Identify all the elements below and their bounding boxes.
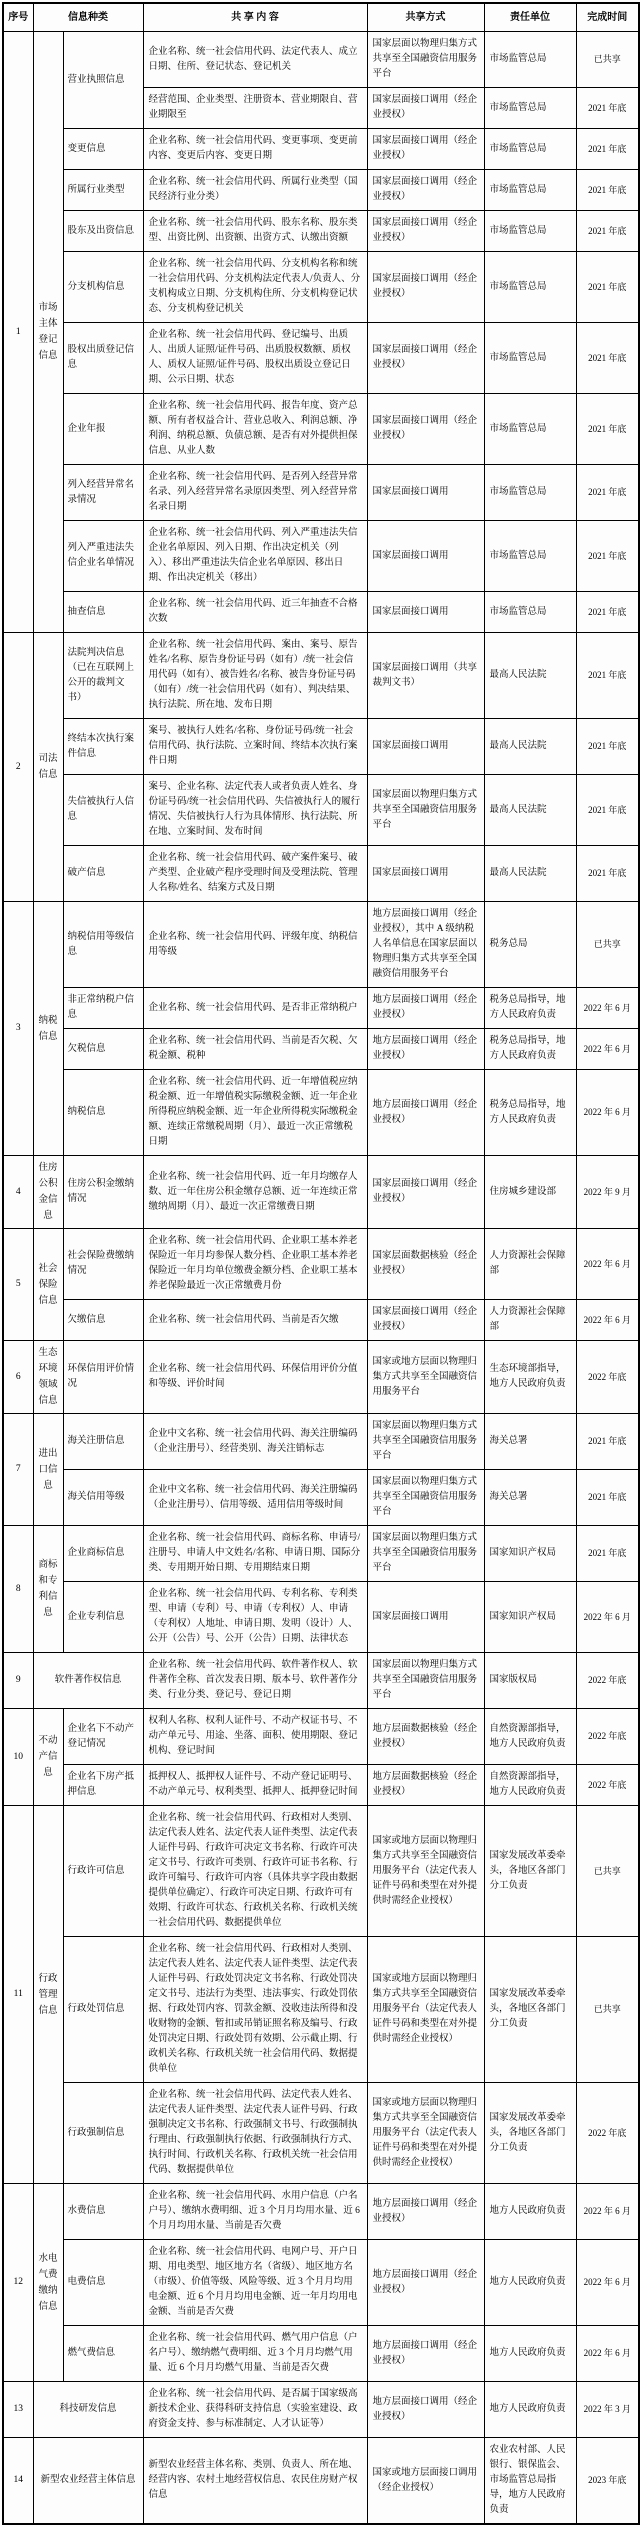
type-cell: 电费信息	[63, 2240, 143, 2326]
unit-cell: 地方人民政府负责	[484, 2184, 576, 2240]
unit-cell: 农业农村部、人民银行、银保监会、市场监管总局指导，地方人民政府负责	[484, 2438, 576, 2525]
content-cell: 企业名称、统一社会信用代码、当前是否欠缴	[143, 1300, 367, 1341]
method-cell: 国家层面接口调用（经企业授权）	[367, 252, 484, 323]
method-cell: 国家层面以物理归集方式共享至全国融资信用服务平台	[367, 1653, 484, 1709]
table-row	[3, 2438, 639, 2525]
method-cell: 地方层面接口调用（经企业授权）	[367, 2184, 484, 2240]
table-row	[3, 1229, 639, 1300]
type-cell: 纳税信息	[63, 1070, 143, 1156]
category-cell: 市场主体登记信息	[33, 32, 63, 633]
table-row	[3, 1070, 639, 1156]
table-row	[3, 394, 639, 465]
row-number: 11	[3, 1806, 33, 2184]
unit-cell: 税务总局	[484, 902, 576, 988]
time-cell: 2022 年 6 月	[576, 1582, 639, 1653]
row-number: 12	[3, 2184, 33, 2382]
time-cell: 2022 年底	[576, 1341, 639, 1414]
time-cell: 已共享	[576, 1806, 639, 1937]
type-cell: 企业专利信息	[63, 1582, 143, 1653]
row-number: 9	[3, 1653, 33, 1709]
info-sharing-table	[2, 2, 640, 2525]
content-cell: 企业名称、统一社会信用代码、专利名称、专利类型、申请（专利）号、申请（专利权）人、申请（专利权）人地址、申请日期、发明（设计）人、公开（公告）号、公开（公告）日期、法律状态	[143, 1582, 367, 1653]
category-cell: 纳税信息	[33, 902, 63, 1156]
table-row	[3, 633, 639, 719]
table-row	[3, 129, 639, 170]
category-cell: 司法信息	[33, 633, 63, 902]
type-cell: 行政许可信息	[63, 1806, 143, 1937]
content-cell: 新型农业经营主体名称、类别、负责人、所在地、经营内容、农村土地经营权信息、农民住房财产权信息	[143, 2438, 367, 2525]
content-cell: 企业中文名称、统一社会信用代码、海关注册编码（企业注册号）、信用等级、适用信用等级时间	[143, 1470, 367, 1526]
content-cell: 企业名称、统一社会信用代码、环保信用评价分值和等级、评价时间	[143, 1341, 367, 1414]
method-cell: 国家或地方层面以物理归集方式共享至全国融资信用服务平台	[367, 1341, 484, 1414]
col-header-time: 完成时间	[576, 3, 639, 32]
method-cell: 地方层面数据核验（经企业授权）	[367, 1709, 484, 1765]
table-row	[3, 521, 639, 592]
content-cell: 企业名称、统一社会信用代码、近一年月均缴存人数、近一年住房公积金缴存总额、近一年连续正常缴纳周期（月）、最近一次正常缴费日期	[143, 1156, 367, 1229]
time-cell: 2021 年底	[576, 775, 639, 846]
unit-cell: 地方人民政府负责	[484, 2326, 576, 2382]
content-cell: 企业名称、统一社会信用代码、分支机构名称和统一社会信用代码、分支机构法定代表人/负责人、分支机构成立日期、分支机构住所、分支机构登记状态、分支机构登记机关	[143, 252, 367, 323]
unit-cell: 地方人民政府负责	[484, 2240, 576, 2326]
content-cell: 企业中文名称、统一社会信用代码、海关注册编码（企业注册号）、经营类别、海关注销标志	[143, 1414, 367, 1470]
unit-cell: 税务总局指导，地方人民政府负责	[484, 1029, 576, 1070]
unit-cell: 市场监管总局	[484, 32, 576, 88]
time-cell: 已共享	[576, 902, 639, 988]
unit-cell: 市场监管总局	[484, 129, 576, 170]
method-cell: 国家层面接口调用（经企业授权）	[367, 323, 484, 394]
category-cell: 水电气费缴纳信息	[33, 2184, 63, 2382]
method-cell: 国家层面接口调用（经企业授权）	[367, 129, 484, 170]
type-cell: 行政处罚信息	[63, 1937, 143, 2083]
method-cell: 地方层面接口调用（经企业授权）	[367, 1029, 484, 1070]
content-cell: 企业名称、统一社会信用代码、案由、案号、原告姓名/名称、原告身份证号码（如有）/统一社会信用代码（如有）、被告姓名/名称、被告身份证号码（如有）/统一社会信用代码（如有）、判决结果、执行法院、所在地、发布日期	[143, 633, 367, 719]
table-row	[3, 252, 639, 323]
time-cell: 2021 年底	[576, 846, 639, 902]
row-number: 8	[3, 1526, 33, 1653]
content-cell: 企业名称、统一社会信用代码、近一年增值税应纳税金额、近一年增值税实际缴税金额、近一年企业所得税应纳税金额、近一年企业所得税实际缴税金额、连续正常缴税周期（月）、最近一次正常缴税日期	[143, 1070, 367, 1156]
table-row	[3, 2184, 639, 2240]
content-cell: 企业名称、统一社会信用代码、所属行业类型（国民经济行业分类）	[143, 170, 367, 211]
time-cell: 已共享	[576, 32, 639, 88]
type-cell: 企业名下房产抵押信息	[63, 1765, 143, 1806]
category-cell: 不动产信息	[33, 1709, 63, 1806]
unit-cell: 国家知识产权局	[484, 1582, 576, 1653]
category-cell: 商标和专利信息	[33, 1526, 63, 1653]
table-row	[3, 1653, 639, 1709]
unit-cell: 住房城乡建设部	[484, 1156, 576, 1229]
content-cell: 企业名称、统一社会信用代码、列入严重违法失信企业名单原因、列入日期、作出决定机关（列入）、移出严重违法失信企业名单原因、移出日期、作出决定机关（移出）	[143, 521, 367, 592]
table-row	[3, 988, 639, 1029]
method-cell: 地方层面接口调用（经企业授权）	[367, 2382, 484, 2438]
col-header-method: 共享方式	[367, 3, 484, 32]
unit-cell: 市场监管总局	[484, 394, 576, 465]
method-cell: 国家或地方层面以物理归集方式共享至全国融资信用服务平台（法定代表人证件号码和类型在对外提供时需经企业授权）	[367, 1806, 484, 1937]
method-cell: 国家层面接口调用	[367, 465, 484, 521]
unit-cell: 市场监管总局	[484, 88, 576, 129]
row-number: 2	[3, 633, 33, 902]
content-cell: 企业名称、统一社会信用代码、报告年度、资产总额、所有者权益合计、营业总收入、利润总额、净利润、纳税总额、负债总额、是否有对外提供担保信息、从业人数	[143, 394, 367, 465]
type-cell: 纳税信用等级信息	[63, 902, 143, 988]
unit-cell: 市场监管总局	[484, 211, 576, 252]
table-row	[3, 32, 639, 88]
time-cell: 2021 年底	[576, 465, 639, 521]
unit-cell: 市场监管总局	[484, 252, 576, 323]
unit-cell: 最高人民法院	[484, 719, 576, 775]
table-row	[3, 1526, 639, 1582]
content-cell: 企业名称、统一社会信用代码、企业职工基本养老保险近一年月均参保人数分档、企业职工基本养老保险近一年月均单位缴费金额分档、企业职工基本养老保险最近一次正常缴费月份	[143, 1229, 367, 1300]
type-cell: 欠税信息	[63, 1029, 143, 1070]
col-header-kind: 信息种类	[33, 3, 143, 32]
type-cell: 分支机构信息	[63, 252, 143, 323]
type-cell: 终结本次执行案件信息	[63, 719, 143, 775]
row-number: 14	[3, 2438, 33, 2525]
content-cell: 案号、企业名称、法定代表人或者负责人姓名、身份证号码/统一社会信用代码、失信被执行人的履行情况、失信被执行人行为具体情形、执行法院、所在地、立案时间、发布时间	[143, 775, 367, 846]
content-cell: 企业名称、统一社会信用代码、破产案件案号、破产类型、企业破产程序受理时间及受理法院、管理人名称/姓名、结案方式及日期	[143, 846, 367, 902]
time-cell: 2022 年 6 月	[576, 1029, 639, 1070]
time-cell: 2021 年底	[576, 394, 639, 465]
type-cell: 失信被执行人信息	[63, 775, 143, 846]
col-header-unit: 责任单位	[484, 3, 576, 32]
type-cell: 企业名下不动产登记情况	[63, 1709, 143, 1765]
type-cell: 抽查信息	[63, 592, 143, 633]
content-cell: 企业名称、统一社会信用代码、是否列入经营异常名录、列入经营异常名录原因类型、列入经营异常名录日期	[143, 465, 367, 521]
type-cell: 列入严重违法失信企业名单情况	[63, 521, 143, 592]
category-cell: 社会保险信息	[33, 1229, 63, 1341]
unit-cell: 人力资源社会保障部	[484, 1300, 576, 1341]
table-row	[3, 1806, 639, 1937]
type-cell: 环保信用评价情况	[63, 1341, 143, 1414]
content-cell: 企业名称、统一社会信用代码、评级年度、纳税信用等级	[143, 902, 367, 988]
row-number: 4	[3, 1156, 33, 1229]
category-cell: 生态环境领域信息	[33, 1341, 63, 1414]
content-cell: 企业名称、统一社会信用代码、行政相对人类别、法定代表人姓名、法定代表人证件类型、法定代表人证件号码、行政许可决定文书名称、行政许可决定文书号、行政许可类别、行政许可证书名称、行政许可编号、行政许可内容（具体共享字段由数据提供单位确定）、行政许可决定日期、行政许可有效期、行政许可状态、行政机关名称、行政机关统一社会信用代码、数据提供单位	[143, 1806, 367, 1937]
time-cell: 2021 年底	[576, 719, 639, 775]
content-cell: 抵押权人、抵押权人证件号、不动产登记证明号、不动产单元号、权利类型、抵押人、抵押登记时间	[143, 1765, 367, 1806]
time-cell: 2022 年 6 月	[576, 1300, 639, 1341]
unit-cell: 海关总署	[484, 1414, 576, 1470]
type-cell: 股东及出资信息	[63, 211, 143, 252]
table-row	[3, 2382, 639, 2438]
method-cell: 国家层面接口调用	[367, 846, 484, 902]
time-cell: 2022 年底	[576, 1653, 639, 1709]
method-cell: 国家层面接口调用（经企业授权）	[367, 88, 484, 129]
method-cell: 国家层面数据核验（经企业授权）	[367, 1229, 484, 1300]
method-cell: 国家层面以物理归集方式共享至全国融资信用服务平台	[367, 32, 484, 88]
method-cell: 国家层面以物理归集方式共享至全国融资信用服务平台	[367, 1526, 484, 1582]
col-header-seq: 序号	[3, 3, 33, 32]
unit-cell: 市场监管总局	[484, 521, 576, 592]
table-row	[3, 1300, 639, 1341]
method-cell: 国家层面以物理归集方式共享至全国融资信用服务平台	[367, 1414, 484, 1470]
content-cell: 权利人名称、权利人证件号、不动产权证书号、不动产单元号、用途、坐落、面积、使用期限、登记机构、登记时间	[143, 1709, 367, 1765]
method-cell: 国家或地方层面以物理归集方式共享至全国融资信用服务平台（法定代表人证件号码和类型在对外提供时需经企业授权）	[367, 1937, 484, 2083]
content-cell: 企业名称、统一社会信用代码、是否属于国家级高新技术企业、获得科研支持信息（实验室建设、政府资金支持、参与标准制定、人才认证等）	[143, 2382, 367, 2438]
table-row	[3, 775, 639, 846]
category-cell: 住房公积金信息	[33, 1156, 63, 1229]
category-cell: 新型农业经营主体信息	[33, 2438, 143, 2525]
row-number: 6	[3, 1341, 33, 1414]
table-row	[3, 465, 639, 521]
table-row	[3, 2326, 639, 2382]
time-cell: 2022 年 6 月	[576, 1070, 639, 1156]
method-cell: 国家层面接口调用	[367, 1582, 484, 1653]
type-cell: 水费信息	[63, 2184, 143, 2240]
time-cell: 2023 年底	[576, 2438, 639, 2525]
unit-cell: 市场监管总局	[484, 170, 576, 211]
content-cell: 经营范围、企业类型、注册资本、营业期限自、营业期限至	[143, 88, 367, 129]
content-cell: 企业名称、统一社会信用代码、股东名称、股东类型、出资比例、出资额、出资方式、认缴出资额	[143, 211, 367, 252]
content-cell: 企业名称、统一社会信用代码、水用户信息（户名户号）、缴纳水费明细、近 3 个月月均用水量、近 6 个月月均用水量、当前是否欠费	[143, 2184, 367, 2240]
content-cell: 企业名称、统一社会信用代码、是否非正常纳税户	[143, 988, 367, 1029]
method-cell: 国家层面接口调用	[367, 592, 484, 633]
method-cell: 地方层面数据核验（经企业授权）	[367, 1765, 484, 1806]
type-cell: 企业商标信息	[63, 1526, 143, 1582]
method-cell: 地方层面接口调用（经企业授权）	[367, 2240, 484, 2326]
unit-cell: 市场监管总局	[484, 465, 576, 521]
table-row	[3, 1709, 639, 1765]
type-cell: 变更信息	[63, 129, 143, 170]
method-cell: 地方层面接口调用（经企业授权）	[367, 988, 484, 1029]
type-cell: 营业执照信息	[63, 32, 143, 129]
content-cell: 企业名称、统一社会信用代码、当前是否欠税、欠税金额、税种	[143, 1029, 367, 1070]
content-cell: 企业名称、统一社会信用代码、行政相对人类别、法定代表人姓名、法定代表人证件类型、法定代表人证件号码、行政处罚决定文书名称、行政处罚决定文书号、违法行为类型、违法事实、行政处罚依据、行政处罚内容、罚款金额、没收违法所得和没收财物的金额、暂扣或吊销证照名称及编号、行政处罚决定日期、行政处罚有效期、公示截止期、行政机关名称、行政机关统一社会信用代码、数据提供单位	[143, 1937, 367, 2083]
unit-cell: 税务总局指导，地方人民政府负责	[484, 988, 576, 1029]
unit-cell: 最高人民法院	[484, 775, 576, 846]
type-cell: 海关信用等级	[63, 1470, 143, 1526]
unit-cell: 人力资源社会保障部	[484, 1229, 576, 1300]
table-row	[3, 1029, 639, 1070]
time-cell: 2021 年底	[576, 323, 639, 394]
row-number: 10	[3, 1709, 33, 1806]
content-cell: 企业名称、统一社会信用代码、变更事项、变更前内容、变更后内容、变更日期	[143, 129, 367, 170]
method-cell: 国家层面接口调用（共享裁判文书）	[367, 633, 484, 719]
time-cell: 2021 年底	[576, 592, 639, 633]
table-row	[3, 170, 639, 211]
type-cell: 行政强制信息	[63, 2083, 143, 2184]
col-header-content: 共 享 内 容	[143, 3, 367, 32]
type-cell: 股权出质登记信息	[63, 323, 143, 394]
unit-cell: 市场监管总局	[484, 323, 576, 394]
category-cell: 科技研发信息	[33, 2382, 143, 2438]
unit-cell: 最高人民法院	[484, 633, 576, 719]
content-cell: 企业名称、统一社会信用代码、法定代表人、成立日期、住所、登记状态、登记机关	[143, 32, 367, 88]
type-cell: 所属行业类型	[63, 170, 143, 211]
time-cell: 2021 年底	[576, 1470, 639, 1526]
table-row	[3, 211, 639, 252]
unit-cell: 最高人民法院	[484, 846, 576, 902]
unit-cell: 地方人民政府负责	[484, 2382, 576, 2438]
table-row	[3, 1765, 639, 1806]
time-cell: 已共享	[576, 1937, 639, 2083]
type-cell: 燃气费信息	[63, 2326, 143, 2382]
method-cell: 国家层面接口调用	[367, 719, 484, 775]
method-cell: 国家层面以物理归集方式共享至全国融资信用服务平台	[367, 1470, 484, 1526]
table-row	[3, 2083, 639, 2184]
time-cell: 2022 年 6 月	[576, 2240, 639, 2326]
table-row	[3, 1414, 639, 1470]
time-cell: 2021 年底	[576, 170, 639, 211]
time-cell: 2022 年 6 月	[576, 2326, 639, 2382]
time-cell: 2022 年 3 月	[576, 2382, 639, 2438]
content-cell: 企业名称、统一社会信用代码、燃气用户信息（户名户号）、缴纳燃气费明细、近 3 个月月均燃气用量、近 6 个月月均燃气用量、当前是否欠费	[143, 2326, 367, 2382]
time-cell: 2022 年 6 月	[576, 2184, 639, 2240]
time-cell: 2022 年 6 月	[576, 988, 639, 1029]
table-row	[3, 719, 639, 775]
time-cell: 2022 年底	[576, 1709, 639, 1765]
unit-cell: 市场监管总局	[484, 592, 576, 633]
table-row	[3, 1470, 639, 1526]
table-row	[3, 2240, 639, 2326]
time-cell: 2021 年底	[576, 1414, 639, 1470]
time-cell: 2022 年底	[576, 1765, 639, 1806]
method-cell: 国家层面接口调用（经企业授权）	[367, 211, 484, 252]
unit-cell: 国家知识产权局	[484, 1526, 576, 1582]
method-cell: 国家层面接口调用	[367, 521, 484, 592]
unit-cell: 国家发展改革委牵头，各地区各部门分工负责	[484, 1937, 576, 2083]
table-row	[3, 846, 639, 902]
method-cell: 地方层面接口调用（经企业授权），其中 A 级纳税人名单信息在国家层面以物理归集方式共享至全国融资信用服务平台	[367, 902, 484, 988]
method-cell: 国家层面接口调用（经企业授权）	[367, 1156, 484, 1229]
method-cell: 国家层面以物理归集方式共享至全国融资信用服务平台	[367, 775, 484, 846]
row-number: 13	[3, 2382, 33, 2438]
method-cell: 地方层面接口调用（经企业授权）	[367, 1070, 484, 1156]
row-number: 7	[3, 1414, 33, 1526]
time-cell: 2021 年底	[576, 1526, 639, 1582]
type-cell: 海关注册信息	[63, 1414, 143, 1470]
time-cell: 2022 年底	[576, 2083, 639, 2184]
type-cell: 法院判决信息（已在互联网上公开的裁判文书）	[63, 633, 143, 719]
type-cell: 欠缴信息	[63, 1300, 143, 1341]
table-row	[3, 1341, 639, 1414]
type-cell: 住房公积金缴纳情况	[63, 1156, 143, 1229]
row-number: 5	[3, 1229, 33, 1341]
time-cell: 2022 年 6 月	[576, 1229, 639, 1300]
method-cell: 地方层面接口调用（经企业授权）	[367, 2326, 484, 2382]
type-cell: 非正常纳税户信息	[63, 988, 143, 1029]
row-number: 1	[3, 32, 33, 633]
type-cell: 列入经营异常名录情况	[63, 465, 143, 521]
table-row	[3, 902, 639, 988]
row-number: 3	[3, 902, 33, 1156]
unit-cell: 海关总署	[484, 1470, 576, 1526]
method-cell: 国家或地方层面以物理归集方式共享至全国融资信用服务平台（法定代表人证件号码和类型在对外提供时需经企业授权）	[367, 2083, 484, 2184]
category-cell: 进出口信息	[33, 1414, 63, 1526]
content-cell: 企业名称、统一社会信用代码、法定代表人姓名、法定代表人证件类型、法定代表人证件号码、行政强制决定文书名称、行政强制文书号、行政强制执行理由、行政强制执行依据、行政强制执行方式、执行时间、行政机关名称、行政机关统一社会信用代码、数据提供单位	[143, 2083, 367, 2184]
header-row	[3, 3, 639, 32]
content-cell: 企业名称、统一社会信用代码、电网户号、开户日期、用电类型、地区地方名（省级）、地区地方名（市级）、价值等级、风险等级、近 3 个月月均用电金额、近 6 个月月均用电金额、近一年月均用电金额、当前是否欠费	[143, 2240, 367, 2326]
time-cell: 2022 年 9 月	[576, 1156, 639, 1229]
unit-cell: 自然资源部指导，地方人民政府负责	[484, 1709, 576, 1765]
table-row	[3, 592, 639, 633]
time-cell: 2021 年底	[576, 211, 639, 252]
table-row	[3, 323, 639, 394]
method-cell: 国家层面接口调用（经企业授权）	[367, 170, 484, 211]
time-cell: 2021 年底	[576, 521, 639, 592]
content-cell: 企业名称、统一社会信用代码、近三年抽查不合格次数	[143, 592, 367, 633]
type-cell: 社会保险费缴纳情况	[63, 1229, 143, 1300]
unit-cell: 生态环境部指导，地方人民政府负责	[484, 1341, 576, 1414]
table-row	[3, 1582, 639, 1653]
unit-cell: 自然资源部指导，地方人民政府负责	[484, 1765, 576, 1806]
method-cell: 国家层面接口调用（经企业授权）	[367, 394, 484, 465]
unit-cell: 税务总局指导，地方人民政府负责	[484, 1070, 576, 1156]
content-cell: 企业名称、统一社会信用代码、商标名称、申请号/注册号、申请人中文姓名/名称、申请日期、国际分类、专用期开始日期、专用期结束日期	[143, 1526, 367, 1582]
table-row	[3, 1156, 639, 1229]
time-cell: 2021 年底	[576, 88, 639, 129]
category-cell: 软件著作权信息	[33, 1653, 143, 1709]
content-cell: 案号、被执行人姓名/名称、身份证号码/统一社会信用代码、执行法院、立案时间、终结本次执行案件日期	[143, 719, 367, 775]
unit-cell: 国家发展改革委牵头，各地区各部门分工负责	[484, 1806, 576, 1937]
time-cell: 2021 年底	[576, 129, 639, 170]
unit-cell: 国家版权局	[484, 1653, 576, 1709]
type-cell: 企业年报	[63, 394, 143, 465]
content-cell: 企业名称、统一社会信用代码、软件著作权人、软件著作全称、首次发表日期、版本号、软件著作分类、行业分类、登记号、登记日期	[143, 1653, 367, 1709]
type-cell: 破产信息	[63, 846, 143, 902]
method-cell: 国家层面接口调用（经企业授权）	[367, 1300, 484, 1341]
unit-cell: 国家发展改革委牵头，各地区各部门分工负责	[484, 2083, 576, 2184]
time-cell: 2021 年底	[576, 633, 639, 719]
method-cell: 国家或地方层面接口调用（经企业授权）	[367, 2438, 484, 2525]
table-row	[3, 1937, 639, 2083]
category-cell: 行政管理信息	[33, 1806, 63, 2184]
content-cell: 企业名称、统一社会信用代码、登记编号、出质人、出质人证照/证件号码、出质股权数额、质权人、质权人证照/证件号码、股权出质设立登记日期、公示日期、状态	[143, 323, 367, 394]
time-cell: 2021 年底	[576, 252, 639, 323]
